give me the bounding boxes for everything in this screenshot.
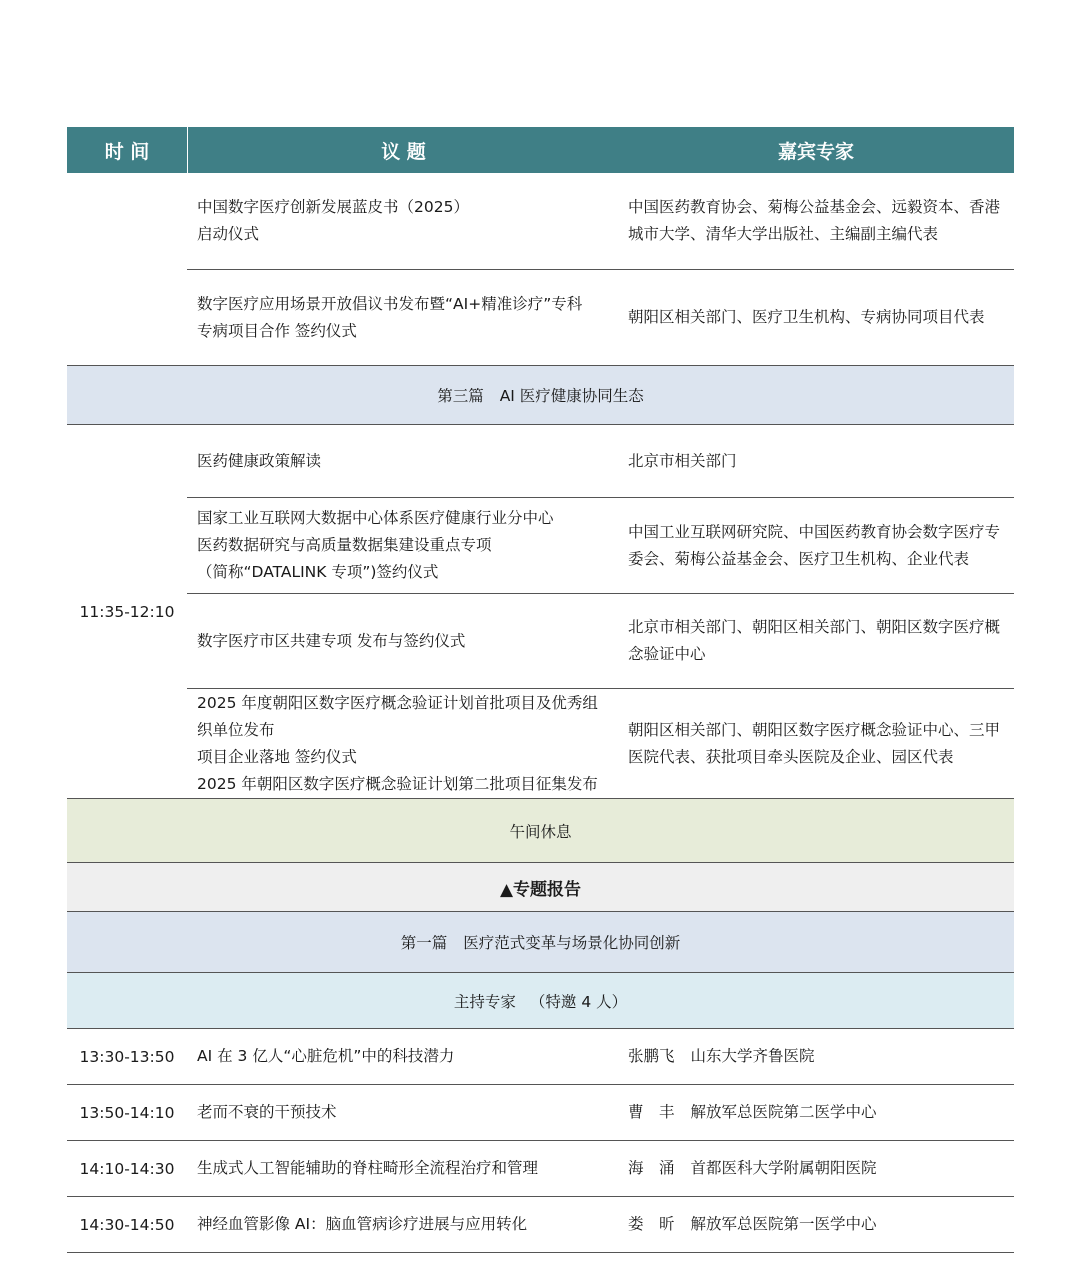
header-guests: 嘉宾专家 <box>618 127 1014 173</box>
topic-cell: 医药健康政策解读 <box>197 451 322 470</box>
row-divider <box>67 1252 1014 1253</box>
section-band: 第三篇 AI 医疗健康协同生态 <box>67 365 1014 425</box>
talk-time: 13:50-14:10 <box>79 1103 175 1122</box>
topic-cell: 2025 年度朝阳区数字医疗概念验证计划首批项目及优秀组 织单位发布 项目企业落地 签约仪式 2025 年朝阳区数字医疗概念验证计划第二批项目征集发布 <box>197 693 598 793</box>
guests-cell: 朝阳区相关部门、医疗卫生机构、专病协同项目代表 <box>628 308 985 326</box>
guests-cell: 北京市相关部门、朝阳区相关部门、朝阳区数字医疗概 念验证中心 <box>628 618 1001 663</box>
talk-time: 14:10-14:30 <box>79 1159 175 1178</box>
topic-cell: 中国数字医疗创新发展蓝皮书（2025） 启动仪式 <box>197 198 469 243</box>
guests-cell: 朝阳区相关部门、朝阳区数字医疗概念验证中心、三甲 医院代表、获批项目牵头医院及企业、园区代表 <box>628 720 1001 766</box>
header-time: 时 间 <box>67 127 187 173</box>
topic-cell: 数字医疗应用场景开放倡议书发布暨“AI+精准诊疗”专科 专病项目合作 签约仪式 <box>197 294 583 340</box>
talk-speaker: 曹 丰 解放军总医院第二医学中心 <box>628 1103 877 1121</box>
talk-speaker: 娄 昕 解放军总医院第一医学中心 <box>628 1215 877 1233</box>
talk-topic: 神经血管影像 AI：脑血管病诊疗进展与应用转化 <box>197 1215 528 1233</box>
talk-time: 14:30-14:50 <box>79 1215 175 1234</box>
talk-time: 13:30-13:50 <box>79 1047 175 1066</box>
talk-speaker: 海 涌 首都医科大学附属朝阳医院 <box>628 1159 877 1177</box>
talk-speaker: 张鹏飞 山东大学齐鲁医院 <box>628 1047 815 1065</box>
hosts-band: 主持专家 （特邀 4 人） <box>67 972 1014 1029</box>
talk-topic: 生成式人工智能辅助的脊柱畸形全流程治疗和管理 <box>197 1159 539 1177</box>
talk-topic: 老而不衰的干预技术 <box>197 1103 337 1121</box>
talk-topic: AI 在 3 亿人“心脏危机”中的科技潜力 <box>197 1047 455 1065</box>
time-cell: 11:35-12:10 <box>79 602 175 621</box>
topic-cell: 数字医疗市区共建专项 发布与签约仪式 <box>197 631 466 650</box>
special-report-band: ▲专题报告 <box>67 862 1014 912</box>
guests-cell: 中国工业互联网研究院、中国医药教育协会数字医疗专 委会、菊梅公益基金会、医疗卫生机构、企业代表 <box>628 522 1001 568</box>
topic-cell: 国家工业互联网大数据中心体系医疗健康行业分中心 医药数据研究与高质量数据集建设重点专项 （简称“DATALINK 专项”)签约仪式 <box>197 509 554 581</box>
section-band: 第一篇 医疗范式变革与场景化协同创新 <box>67 911 1014 973</box>
guests-cell: 北京市相关部门 <box>628 451 737 470</box>
header-topic: 议 题 <box>187 127 619 173</box>
guests-cell: 中国医药教育协会、菊梅公益基金会、远毅资本、香港 城市大学、清华大学出版社、主编副主编代表 <box>628 198 1001 243</box>
lunch-band: 午间休息 <box>67 798 1014 863</box>
